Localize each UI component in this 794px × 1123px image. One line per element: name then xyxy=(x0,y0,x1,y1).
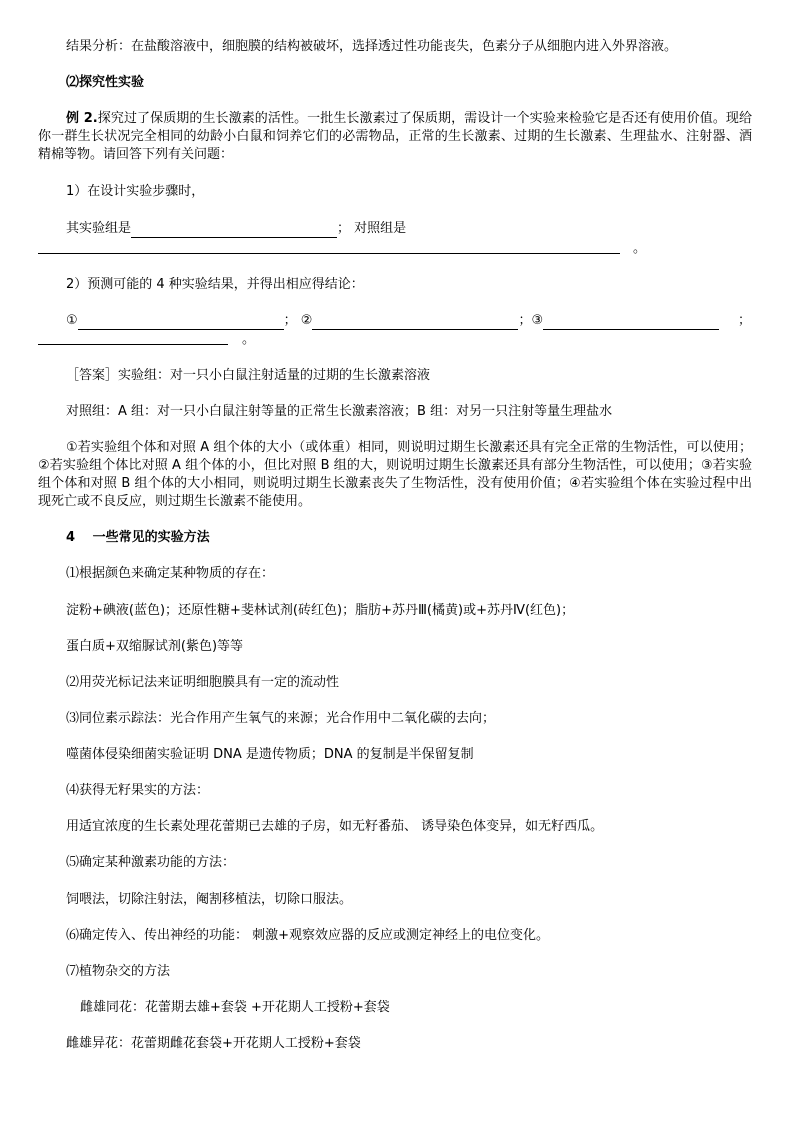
question-2: 2）预测可能的 4 种实验结果，并得出相应得结论： xyxy=(66,277,364,292)
method-item: ⑶同位素示踪法：光合作用产生氧气的来源；光合作用中二氧化碳的去向； xyxy=(66,711,496,726)
result-analysis: 结果分析：在盐酸溶液中，细胞膜的结构被破坏，选择透过性功能丧失，色素分子从细胞内进入外界溶液。 xyxy=(66,39,678,54)
prediction-line xyxy=(66,312,719,330)
answer-experimental: ［答案］实验组：对一只小白鼠注射适量的过期的生长激素溶液 xyxy=(66,368,431,383)
method-item: ⑸确定某种激素功能的方法： xyxy=(66,855,236,870)
method-item: 雌雄同花：花蕾期去雄+套袋 +开花期人工授粉+套袋 xyxy=(80,1000,390,1015)
example-2-text: 探究过了保质期的生长激素的活性。一批生长激素过了保质期，需设计一个实验来检验它是否还有使用价值。现给你一群生长状况完全相同的幼龄小白鼠和饲养它们的必需物品，正常的生长激素、过期的生长激素、生理盐水、注射器、酒精棉等物。请回答下列有关问题： xyxy=(38,111,752,162)
method-item: 用适宜浓度的生长素处理花蕾期已去雄的子房，如无籽番茄、 诱导染色体变异，如无籽西瓜。 xyxy=(66,819,604,834)
question-1: 1）在设计实验步骤时， xyxy=(66,184,205,199)
experimental-group-label: 其实验组是 xyxy=(66,221,132,236)
method-item: 饲喂法，切除注射法，阉割移植法，切除口服法。 xyxy=(66,892,353,907)
experimental-group-blank[interactable] xyxy=(131,223,337,238)
prediction-4-blank[interactable] xyxy=(38,344,228,345)
method-item: 淀粉+碘液(蓝色)；还原性糖+斐林试剂(砖红色)；脂肪+苏丹Ⅲ(橘黄)或+苏丹Ⅳ(红色)； xyxy=(66,603,575,618)
prediction-1-blank[interactable] xyxy=(78,315,284,330)
method-item: 雌雄异花：花蕾期雌花套袋+开花期人工授粉+套袋 xyxy=(66,1036,361,1051)
prediction-semicolon: ； xyxy=(738,313,752,328)
prediction-3-label: ；③ xyxy=(518,313,544,328)
control-group-blank[interactable] xyxy=(38,253,620,254)
example-2-label: 例 2. xyxy=(66,111,98,126)
method-item: 噬菌体侵染细菌实验证明 DNA 是遗传物质；DNA 的复制是半保留复制 xyxy=(66,747,474,762)
prediction-3-blank[interactable] xyxy=(543,315,719,330)
question-1-answer-line xyxy=(66,220,406,238)
period-mark: 。 xyxy=(633,241,647,256)
method-item: ⑴根据颜色来确定某种物质的存在： xyxy=(66,566,275,581)
section-4-title: 4 一些常见的实验方法 xyxy=(66,530,210,545)
answer-conclusions: ①若实验组个体和对照 A 组个体的大小（或体重）相同，则说明过期生长激素还具有完全正常的生物活性，可以使用；②若实验组个体比对照 A 组个体的小，但比对照 B 组的大，则说明过期生长激素还具有部分生物活性，可以使用；③若实验组个体和对照 B 组个体的大小相同，则说明过期生长激素丧失了生物活性，没有使用价值；④若实验组个体在实验过程中出现死亡或不良反应，则过期生长激素不能使用。 xyxy=(38,440,752,509)
method-item: 蛋白质+双缩脲试剂(紫色)等等 xyxy=(66,639,244,654)
prediction-1-label: ① xyxy=(66,313,78,328)
prediction-2-label: ； ② xyxy=(283,313,313,328)
method-item: ⑵用荧光标记法来证明细胞膜具有一定的流动性 xyxy=(66,675,340,690)
section-2-title: ⑵探究性实验 xyxy=(66,75,145,90)
method-item: ⑺植物杂交的方法 xyxy=(66,964,171,979)
example-2-paragraph xyxy=(38,110,752,164)
method-item: ⑹确定传入、传出神经的功能： 刺激+观察效应器的反应或测定神经上的电位变化。 xyxy=(66,928,550,943)
control-group-label: ； 对照组是 xyxy=(337,221,407,236)
answer-control: 对照组：A 组：对一只小白鼠注射等量的正常生长激素溶液；B 组：对另一只注射等量生理盐水 xyxy=(66,404,613,419)
prediction-period: 。 xyxy=(242,332,256,347)
prediction-2-blank[interactable] xyxy=(312,315,518,330)
method-item: ⑷获得无籽果实的方法： xyxy=(66,783,210,798)
